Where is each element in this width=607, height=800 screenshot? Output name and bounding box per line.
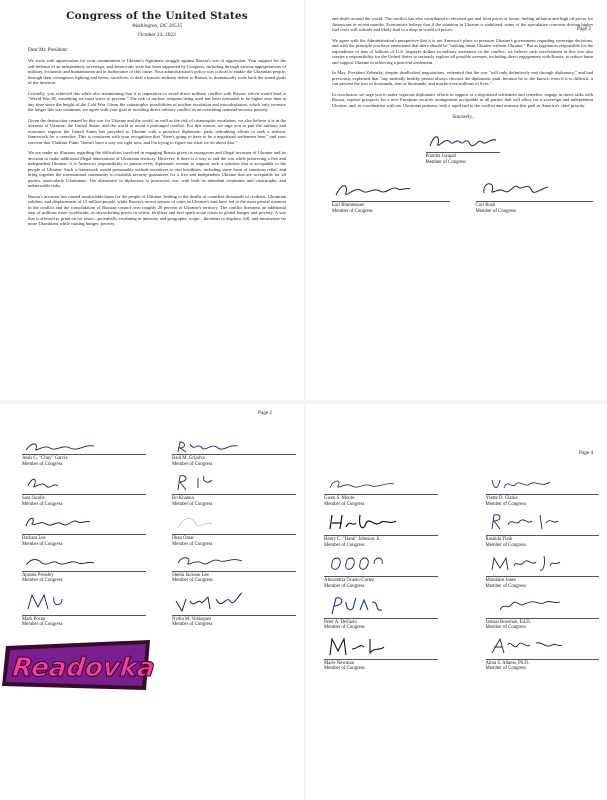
signer-name: Cori Bush (476, 201, 594, 209)
signer-title: Member of Congress (22, 578, 63, 584)
signature-block (486, 594, 600, 631)
paragraph: Russia's invasion has caused incalculable harm for the people of Ukraine, leading to the deaths of countless thousands of civilians, Ukrainian soldiers, and displacement of 13 million people, while Russia's recent seizure of cities in Ukraine's east have led to the most pivotal moment in the conflict and the consolidation of Russian control over roughly 20 percent of Ukraine's territory. The conflict threatens an additional tens of millions more worldwide, as skyrocketing prices in wheat, fertilizer and fuel spark acute crises in global hunger and poverty. A war that is allowed to grind on for years—potentially escalating in intensity and geographic scope—threatens to displace, kill, and immiserate far more Ukrainians while causing hunger, poverty, (28, 193, 286, 226)
handwritten-signature-icon (332, 177, 412, 201)
paragraph: and death around the world. The conflict has also contributed to elevated gas and food prices at home, fueling inflation and high oil prices for Americans in recent months. Economists believe that if the situation in Ukraine is stabilized, some of the speculative concerns driving higher fuel costs will subside and likely lead to a drop in world oil prices. (332, 16, 593, 32)
signer-title: Member of Congress (22, 541, 63, 547)
signer-title: Member of Congress (485, 666, 526, 672)
signer-name: Henry C. "Hank" Johnson, Jr. (324, 535, 438, 543)
paragraph: Crucially, you achieved this while also maintaining that it is imperative to avoid direct military conflict with Russia, which would lead to "World War III, something we must strive to prevent." The risk of nuclear weapons being used has been estimated to be higher now than at any time since the height of the Cold War. Given the catastrophic possibilities of nuclear escalation and miscalculation, which only increase the longer this war continues, we agree with your goal of avoiding direct military conflict as an overriding national-security priority. (28, 90, 286, 112)
signer-name: Yvette D. Clarke (486, 494, 600, 502)
signer-name: Sheila Jackson Lee (172, 571, 296, 579)
signature-block (324, 594, 438, 631)
handwritten-signature-icon (324, 594, 404, 618)
page-number: Page 2 (258, 410, 272, 416)
letter-page-4 (306, 404, 607, 800)
closing-sincerely: Sincerely, (452, 114, 473, 120)
signer-title: Member of Congress (172, 541, 213, 547)
signer-title: Member of Congress (324, 583, 365, 589)
paragraph: Given the destruction created by this war for Ukraine and the world, as well as the risk of catastrophic escalation, we also believe it is in the interests of Ukraine, the United States, and the world to avoid a prolonged conflict. For this reason, we urge you to pair the military and economic support the United States has provided to Ukraine with a proactive diplomatic push, redoubling efforts to seek a realistic framework for a ceasefire. This is consistent with your recognition that "there's going to have to be a negotiated settlement here," and your concern that Vladimir Putin "doesn't have a way out right now, and I'm trying to figure out what we do about that." (28, 117, 286, 145)
handwritten-signature-icon (172, 472, 252, 494)
signer-name: Earl Blumenauer (332, 201, 450, 209)
signature-block (486, 552, 600, 589)
handwritten-signature-icon (172, 440, 252, 454)
letterhead-title: Congress of the United States (66, 10, 248, 22)
signer-name: Jamaal Bowman, Ed.D. (486, 618, 600, 626)
paragraph: We write with appreciation for your commitment to Ukraine's legitimate struggle against Russia's war of aggression. Your support for the self-defense of an independent, sovereign, and democratic state has been supported by Congress, including through various appropriations of military, economic and humanitarian aid in furtherance of this cause. Your administration's policy was critical to enable the Ukrainian people, through their courageous fighting and heroic sacrifices, to deal a historic military defeat to Russia, to dramatically scale back the stated goals of the invasion. (28, 58, 286, 85)
signer-name: Alexandria Ocasio-Cortez (324, 576, 438, 584)
signature-block (22, 472, 146, 507)
handwritten-signature-icon (486, 594, 566, 618)
signature-block (486, 476, 600, 507)
signature-block (324, 476, 438, 507)
page-number: Page 4 (579, 450, 593, 456)
signer-name: Ayanna Pressley (22, 571, 146, 579)
paragraph: We are under no illusions regarding the difficulties involved in engaging Russia given its outrageous and illegal invasion of Ukraine and its decision to make additional illegal annexations of Ukrainian territory. However, if there is a way to end the war while preserving a free and independent Ukraine, it is America's responsibility to pursue every diplomatic avenue to support such a solution that is acceptable to the people of Ukraine. Such a framework would presumably include incentives to end hostilities, including some form of sanctions relief, and bring together the international community to establish security guarantees for a free and independent Ukraine that are acceptable for all parties, particularly Ukrainians. The alternative to diplomacy is protracted war, with both its attendant certainties and catastrophic and unknowable risks. (28, 150, 286, 188)
signer-title: Member of Congress (22, 501, 63, 507)
letterhead-city: Washington, DC 20515 (131, 23, 183, 29)
handwritten-signature-icon (172, 553, 252, 571)
page-number: Page 2 (577, 26, 591, 32)
signature-block (172, 589, 296, 628)
signer-name: Ro Khanna (172, 494, 296, 502)
signer-name: Gwen S. Moore (324, 494, 438, 502)
signature-block (172, 472, 296, 507)
salutation: Dear Mr. President: (28, 47, 69, 53)
handwritten-signature-icon (324, 476, 404, 494)
signer-title: Member of Congress (324, 666, 365, 672)
letter-page-3 (0, 404, 304, 800)
signer-title: Member of Congress (172, 501, 213, 507)
signature-grid (22, 440, 296, 628)
signer-name: Sara Jacobs (22, 494, 146, 502)
signature-block (332, 177, 450, 214)
signature-block (172, 512, 296, 547)
signer-name: Peter A. DeFazio (324, 618, 438, 626)
signer-title: Member of Congress (485, 625, 526, 631)
signer-title: Member of Congress (172, 578, 213, 584)
signature-block (476, 177, 594, 214)
signature-grid (332, 177, 593, 214)
svg-text:Readovka: Readovka (11, 653, 156, 683)
signature-block (486, 635, 600, 672)
signer-title: Member of Congress (425, 159, 466, 165)
handwritten-signature-icon (22, 553, 102, 571)
signer-title: Member of Congress (324, 625, 365, 631)
signature-block (22, 589, 146, 628)
signature-block (172, 553, 296, 584)
readovka-logo-icon (0, 636, 156, 694)
signature-block (22, 512, 146, 547)
signer-title: Member of Congress (485, 583, 526, 589)
signature-block (324, 635, 438, 672)
handwritten-signature-icon (172, 589, 252, 615)
signer-name: Mondaire Jones (486, 576, 600, 584)
signature-block (22, 440, 146, 467)
letter-date: October 24, 2022 (138, 32, 176, 38)
signer-name: Barbara Lee (22, 534, 146, 542)
handwritten-signature-icon (172, 512, 252, 534)
signer-name: Rashida Tlaib (486, 535, 600, 543)
signature-block (486, 511, 600, 548)
signer-title: Member of Congress (485, 542, 526, 548)
signer-title: Member of Congress (172, 622, 213, 628)
paragraph: We agree with the Administration's perspective that it is not America's place to pressure Ukraine's government regarding sovereign decisions, and with the principle you have enunciated that there should be "nothing about Ukraine without Ukraine." But as legislators responsible for the expenditure of tens of billions of U.S. taxpayer dollars in military assistance in the conflict, we believe such involvement in this war also creates a responsibility for the United States to seriously explore all possible avenues, including direct engagement with Russia, to reduce harm and support Ukraine in achieving a peaceful settlement. (332, 37, 593, 65)
signer-name: Ilhan Omar (172, 534, 296, 542)
paragraph: In May, President Zelensky, despite deadlocked negotiations, reiterated that the war "will only definitively end through diplomacy," and had previously explained that "any mentally healthy person always chooses the diplomatic path, because he or she knows: even if it is difficult, it can prevent the loss of thousands, tens of thousands, and maybe even millions of lives." (332, 70, 593, 86)
handwritten-signature-icon (426, 130, 500, 152)
signer-title: Member of Congress (332, 208, 373, 214)
signer-title: Member of Congress (172, 461, 213, 467)
signer-name: Alma S. Adams, Ph.D. (486, 659, 600, 667)
handwritten-signature-icon (486, 552, 566, 576)
signer-title: Member of Congress (324, 501, 365, 507)
signature-grid (324, 476, 599, 672)
signature-block (426, 130, 500, 165)
handwritten-signature-icon (486, 511, 566, 535)
signer-title: Member of Congress (22, 622, 63, 628)
handwritten-signature-icon (22, 472, 102, 494)
handwritten-signature-icon (22, 512, 102, 534)
signature-block (22, 553, 146, 584)
signature-block (324, 511, 438, 548)
signature-block (324, 552, 438, 589)
signer-name: Marie Newman (324, 659, 438, 667)
signer-title: Member of Congress (485, 501, 526, 507)
handwritten-signature-icon (324, 635, 404, 659)
signer-name: Nydia M. Velázquez (172, 615, 296, 623)
signer-title: Member of Congress (22, 461, 63, 467)
signer-name: Pramila Jayapal (426, 152, 500, 160)
signer-name: Jesús G. "Chuy" García (22, 454, 146, 462)
handwritten-signature-icon (22, 440, 102, 454)
paragraph: In conclusion, we urge you to make vigorous diplomatic efforts in support of a negotiated settlement and ceasefire, engage in direct talks with Russia, explore prospects for a new European security arrangement acceptable to all parties that will allow for a sovereign and independent Ukraine, and, in coordination with our Ukrainian partners, seek a rapid end to the conflict and reiterate this goal as America's chief priority. (332, 91, 593, 108)
handwritten-signature-icon (22, 589, 102, 615)
signature-block (172, 440, 296, 467)
handwritten-signature-icon (324, 511, 404, 535)
handwritten-signature-icon (476, 177, 556, 201)
signer-name: Raúl M. Grijalva (172, 454, 296, 462)
letter-page-1 (0, 0, 304, 400)
handwritten-signature-icon (324, 552, 404, 576)
handwritten-signature-icon (486, 635, 566, 659)
handwritten-signature-icon (486, 476, 566, 494)
signer-name: Mark Pocan (22, 615, 146, 623)
signer-title: Member of Congress (324, 542, 365, 548)
signer-title: Member of Congress (475, 208, 516, 214)
letter-page-2 (306, 0, 607, 400)
